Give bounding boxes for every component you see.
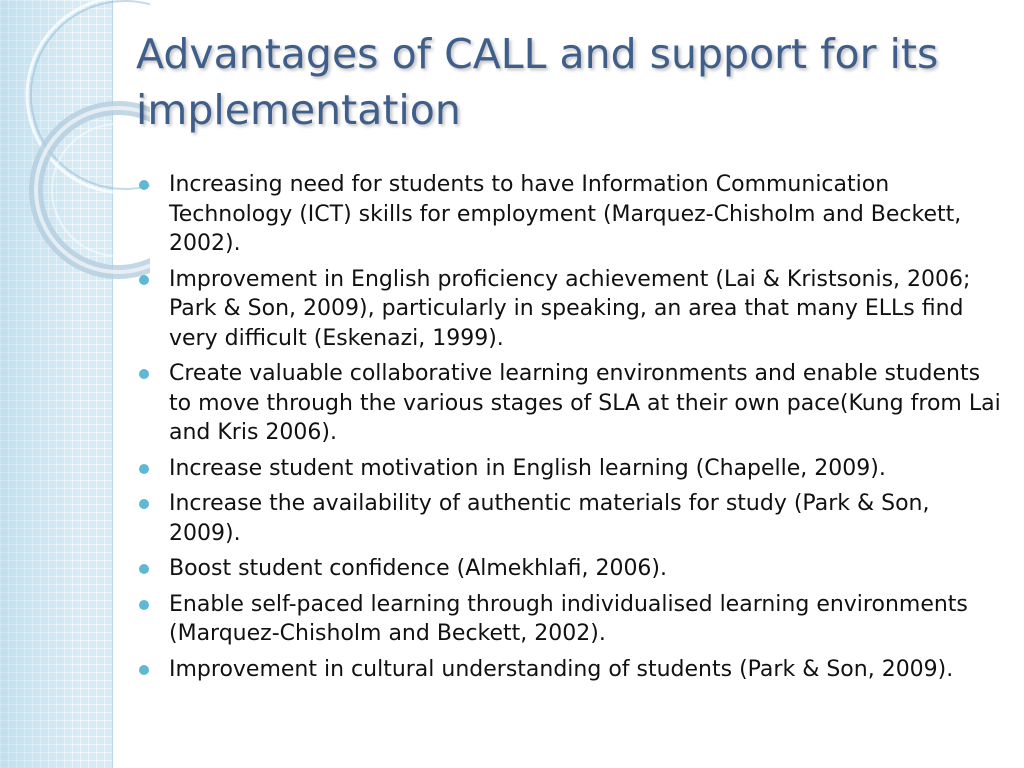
bullet-text: Increase the availability of authentic materials for study (Park & Son, 2009). <box>169 491 930 546</box>
bullet-text: Improvement in English proficiency achievement (Lai & Kristsonis, 2006; Park & Son, 2009), particularly in speaking, an area that many ELLs find very difficult (Eskenazi, 1999). <box>169 266 971 351</box>
bullet-text: Increasing need for students to have Information Communication Technology (ICT) skills for employment (Marquez-Chisholm and Beckett, 2002). <box>169 172 962 256</box>
bullet-dot-icon <box>139 600 149 610</box>
bullet-dot-icon <box>139 275 149 285</box>
bullet-item <box>136 489 1004 548</box>
bullet-text: Boost student confidence (Almekhlafi, 2006). <box>169 556 668 581</box>
bullet-text: Enable self-paced learning through individualised learning environments (Marquez-Chisholm and Beckett, 2002). <box>169 591 968 646</box>
bullet-dot-icon <box>139 180 149 190</box>
bullet-text: Improvement in cultural understanding of students (Park & Son, 2009). <box>169 656 954 682</box>
slide-title: Advantages of CALL and support for its implementation <box>136 30 939 134</box>
bullet-item <box>136 265 1004 354</box>
bullet-item <box>136 454 1004 484</box>
bullet-item <box>136 590 1004 649</box>
bullet-item <box>136 655 1004 685</box>
bullet-item <box>136 554 1004 584</box>
bullet-dot-icon <box>139 464 149 474</box>
bullet-text: Increase student motivation in English learning (Chapelle, 2009). <box>169 455 886 481</box>
bullet-dot-icon <box>139 499 149 509</box>
bullet-dot-icon <box>139 564 149 574</box>
bullet-item <box>136 359 1004 448</box>
ring-decoration-icon <box>0 0 150 300</box>
bullet-text: Create valuable collaborative learning environments and enable students to move through the various stages of SLA at their own pace(Kung from Lai and Kris 2006). <box>169 361 1001 445</box>
bullet-item <box>136 170 1004 259</box>
bullet-dot-icon <box>139 369 149 379</box>
bullet-list <box>136 170 1004 690</box>
bullet-dot-icon <box>139 665 149 675</box>
